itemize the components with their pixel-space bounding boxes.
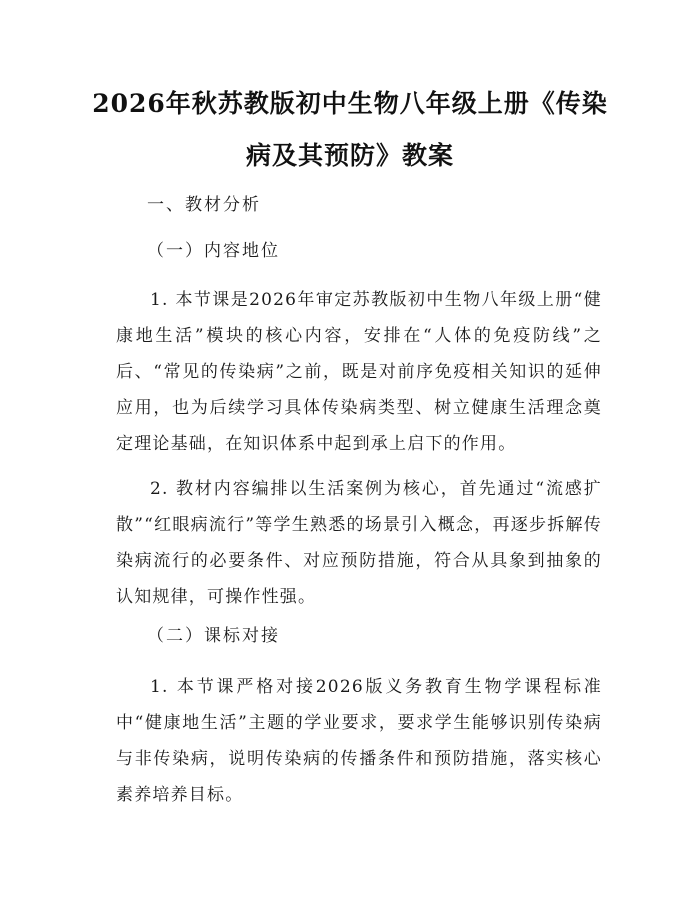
section-heading-textbook-analysis: 一、教材分析	[147, 195, 261, 215]
document-title: 2026年秋苏教版初中生物八年级上册《传染病及其预防》教案	[92, 89, 608, 170]
paragraph-content-position-1: 1. 本节课是2026年审定苏教版初中生物八年级上册“健康地生活”模块的核心内容，安排在“人体的免疫防线”之后、“常见的传染病”之前，既是对前序免疫相关知识的延伸应用，也为后续学习具体传染病类型、树立健康生活理念奠定理论基础，在知识体系中起到承上启下的作用。	[116, 290, 602, 454]
paragraph-curriculum-alignment-1: 1. 本节课严格对接2026版义务教育生物学课程标准中“健康地生活”主题的学业要求，要求学生能够识别传染病与非传染病，说明传染病的传播条件和预防措施，落实核心素养培养目标。	[116, 677, 602, 805]
subsection-heading-curriculum-alignment: （二）课标对接	[147, 626, 280, 646]
paragraph-content-position-2: 2. 教材内容编排以生活案例为核心，首先通过“流感扩散”“红眼病流行”等学生熟悉的场景引入概念，再逐步拆解传染病流行的必要条件、对应预防措施，符合从具象到抽象的认知规律，可操作性强。	[116, 479, 602, 607]
subsection-heading-content-position: （一）内容地位	[147, 241, 280, 261]
